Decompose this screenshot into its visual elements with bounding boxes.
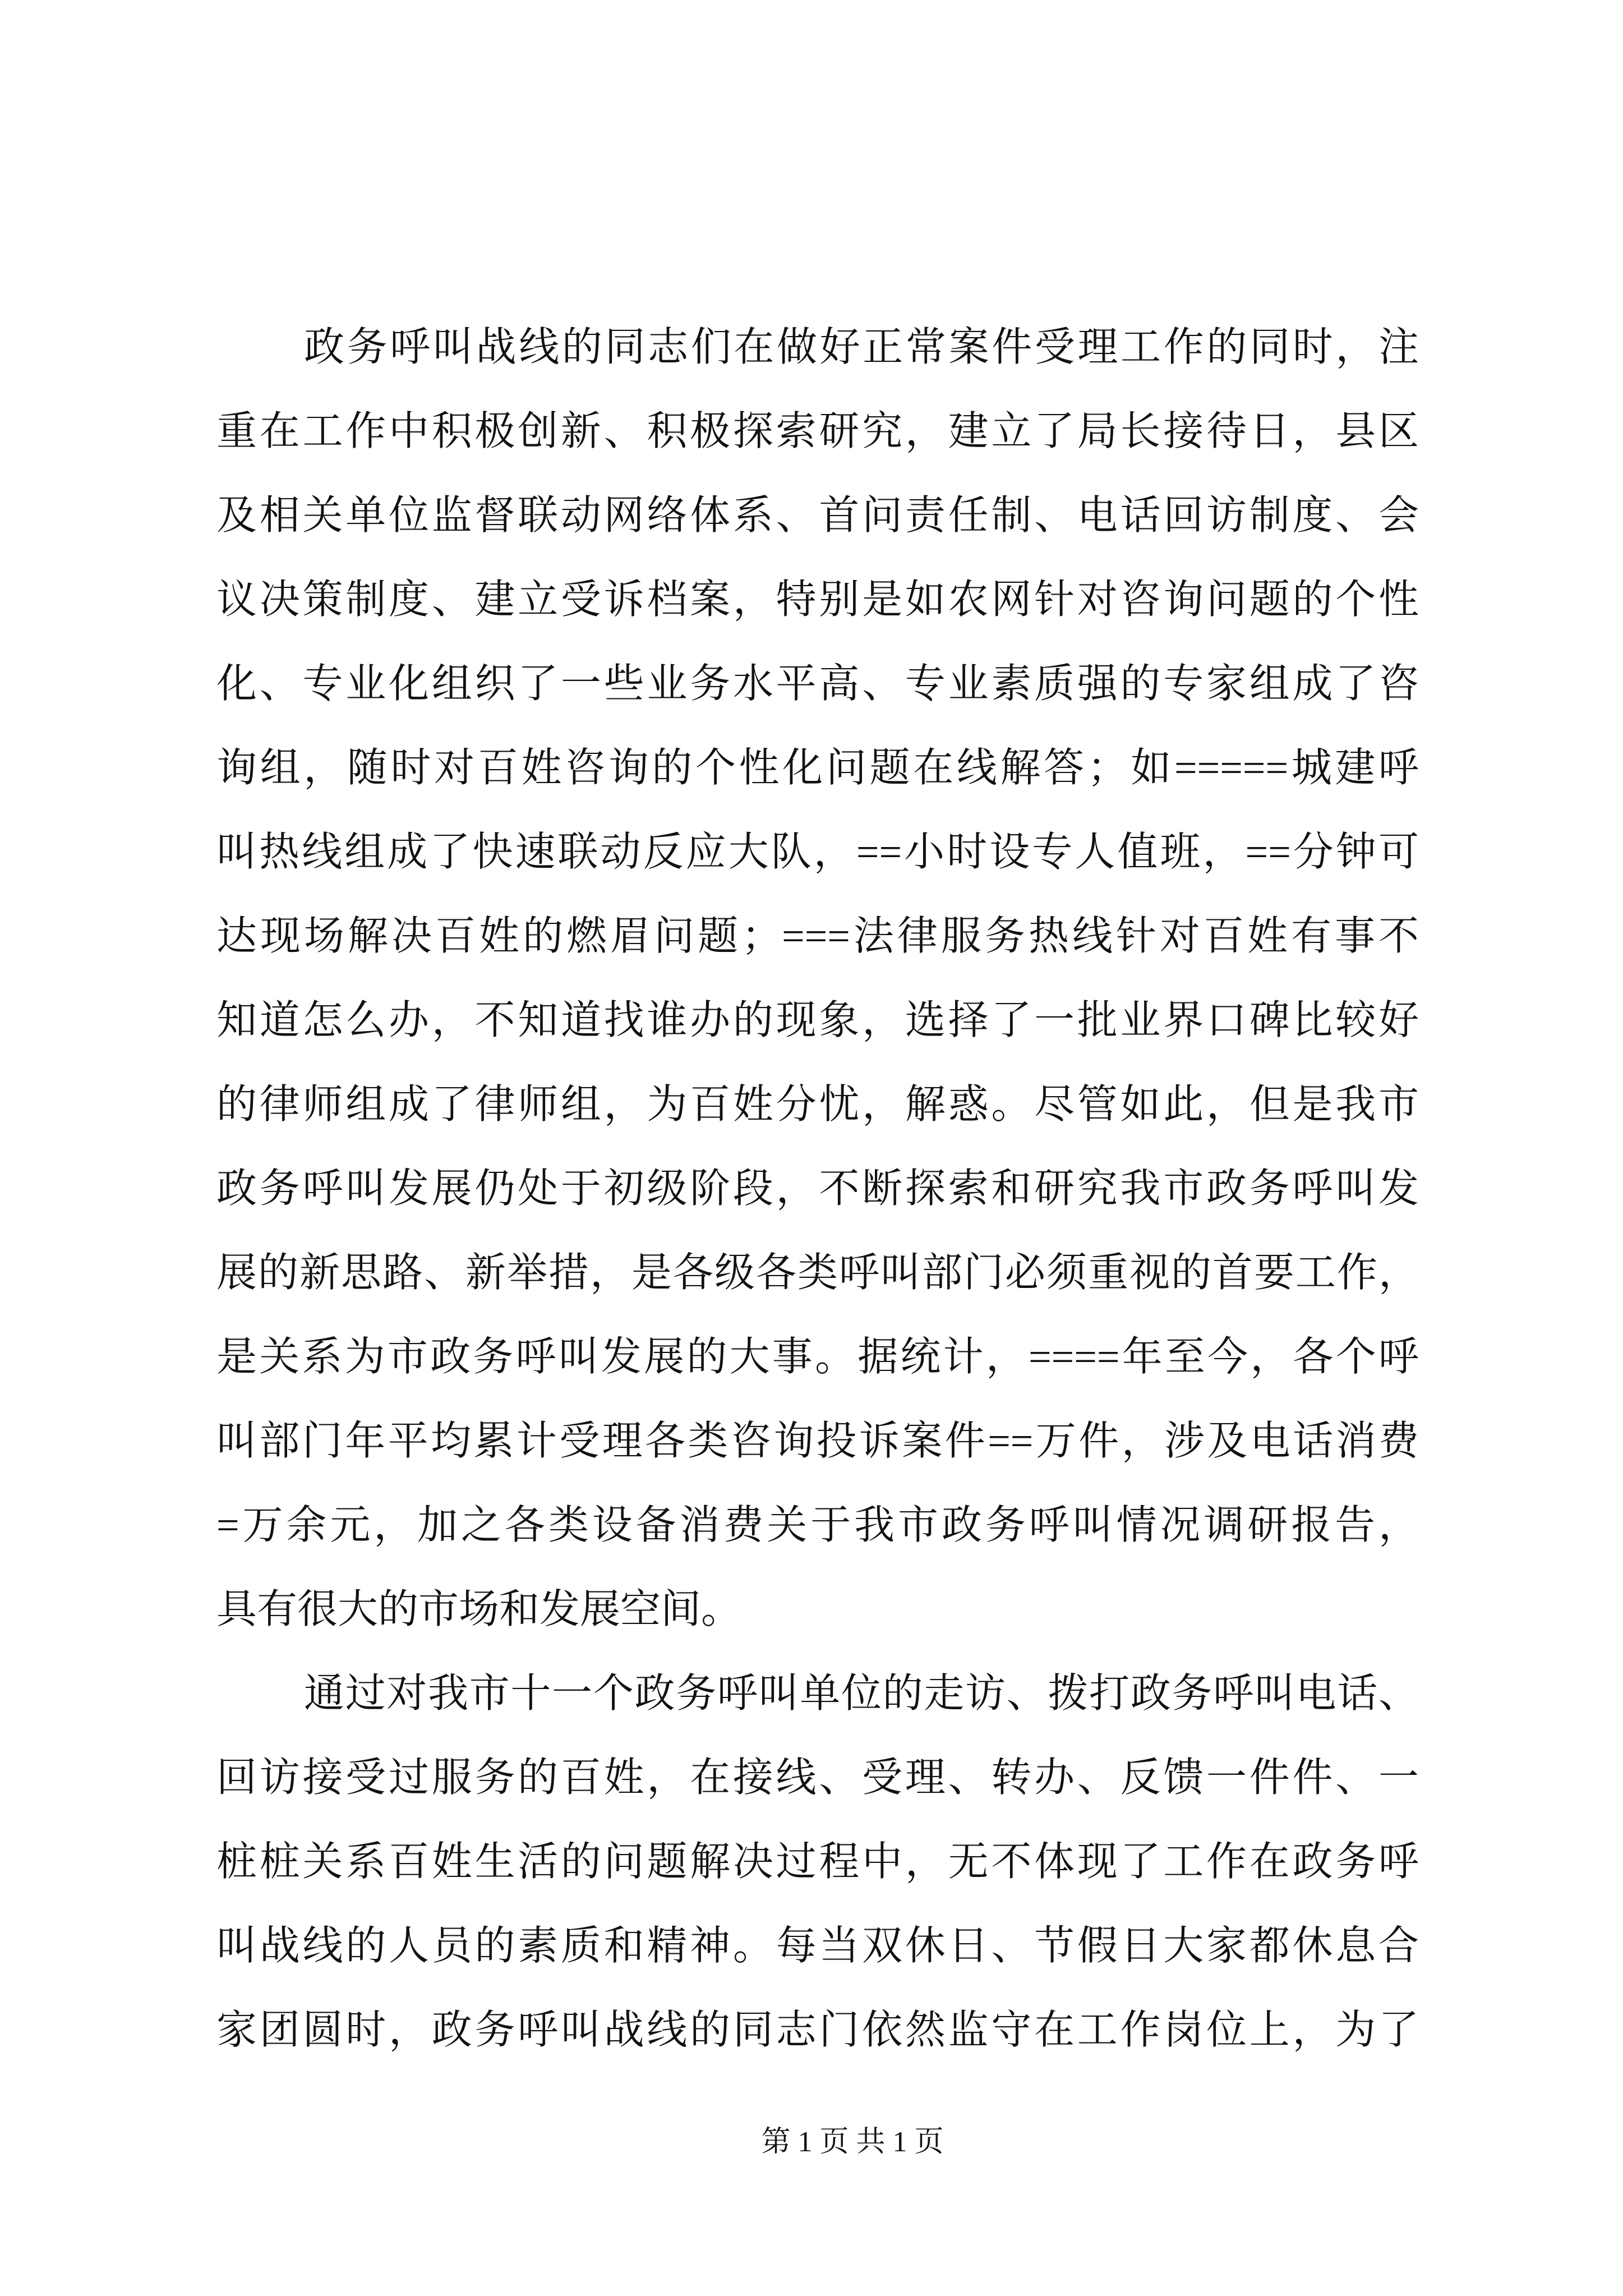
paragraph-line: =万余元，加之各类设备消费关于我市政务呼叫情况调研报告， [216, 1503, 1419, 1548]
paragraph-line: 的律师组成了律师组，为百姓分忧，解惑。尽管如此，但是我市 [216, 1082, 1419, 1127]
document-body [216, 305, 1419, 2072]
paragraph-line: 叫战线的人员的素质和精神。每当双休日、节假日大家都休息合 [216, 1924, 1419, 1968]
paragraph-line: 政务呼叫战线的同志们在做好正常案件受理工作的同时，注 [304, 325, 1419, 370]
paragraph-line: 展的新思路、新举措，是各级各类呼叫部门必须重视的首要工作， [216, 1250, 1419, 1295]
paragraph-line: 重在工作中积极创新、积极探索研究，建立了局长接待日，县区 [216, 409, 1419, 454]
paragraph-line: 桩桩关系百姓生活的问题解决过程中，无不体现了工作在政务呼 [216, 1839, 1419, 1884]
paragraph-line: 化、专业化组织了一些业务水平高、专业素质强的专家组成了咨 [216, 661, 1419, 706]
paragraph-line: 叫热线组成了快速联动反应大队，==小时设专人值班，==分钟可 [216, 830, 1419, 875]
paragraph-line: 知道怎么办，不知道找谁办的现象，选择了一批业界口碑比较好 [216, 998, 1419, 1043]
paragraph-line: 家团圆时，政务呼叫战线的同志门依然监守在工作岗位上，为了 [216, 2008, 1419, 2053]
body-paragraph [216, 305, 1419, 1651]
paragraph-line: 是关系为市政务呼叫发展的大事。据统计，====年至今，各个呼 [216, 1335, 1419, 1379]
paragraph-line: 达现场解决百姓的燃眉问题；===法律服务热线针对百姓有事不 [216, 914, 1419, 959]
paragraph-line: 叫部门年平均累计受理各类咨询投诉案件==万件，涉及电话消费 [216, 1419, 1419, 1464]
paragraph-line: 回访接受过服务的百姓，在接线、受理、转办、反馈一件件、一 [216, 1755, 1419, 1800]
paragraph-line: 具有很大的市场和发展空间。 [216, 1587, 742, 1632]
paragraph-line: 议决策制度、建立受诉档案，特别是如农网针对咨询问题的个性 [216, 577, 1419, 622]
body-paragraph [216, 1651, 1419, 2072]
paragraph-line: 政务呼叫发展仍处于初级阶段，不断探索和研究我市政务呼叫发 [216, 1166, 1419, 1211]
paragraph-line: 及相关单位监督联动网络体系、首问责任制、电话回访制度、会 [216, 493, 1419, 538]
page-footer: 第 1 页 共 1 页 [761, 2126, 944, 2158]
paragraph-line: 通过对我市十一个政务呼叫单位的走访、拨打政务呼叫电话、 [304, 1671, 1419, 1716]
paragraph-line: 询组，随时对百姓咨询的个性化问题在线解答；如=====城建呼 [216, 746, 1419, 790]
